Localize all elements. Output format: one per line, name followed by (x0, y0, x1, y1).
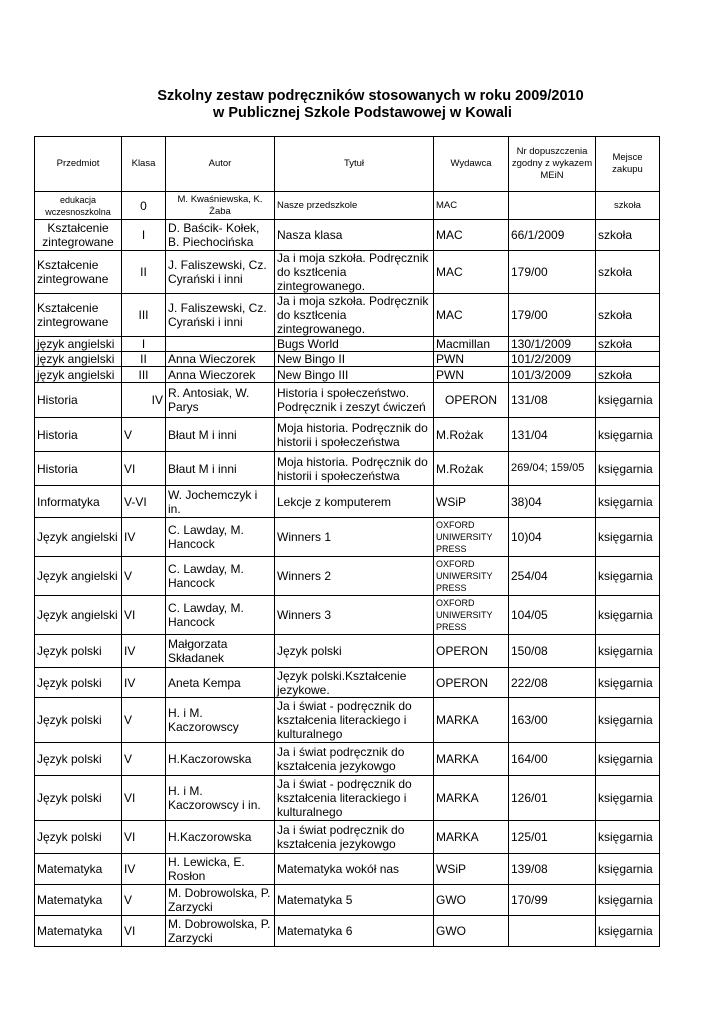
table-row (35, 743, 660, 776)
cell-klasa: VI (122, 452, 166, 486)
cell-tytul: Moja historia. Podręcznik do historii i społeczeństwa (275, 452, 434, 486)
cell-przedmiot: Kształcenie zintegrowane (35, 294, 122, 337)
table-row (35, 352, 660, 367)
cell-nr: 163/00 (509, 698, 596, 743)
cell-autor: H. i M. Kaczorowscy i in. (166, 776, 275, 821)
cell-autor: D. Baścik- Kołek, B. Piechocińska (166, 220, 275, 251)
cell-nr: 179/00 (509, 294, 596, 337)
cell-autor: Anna Wieczorek (166, 352, 275, 367)
cell-wydawca: MAC (434, 192, 509, 220)
cell-miejsce: księgarnia (596, 698, 660, 743)
cell-tytul: Ja i świat - podręcznik do kształcenia literackiego i kulturalnego (275, 698, 434, 743)
cell-przedmiot: edukacja wczesnoszkolna (35, 192, 122, 220)
table-row (35, 518, 660, 557)
cell-miejsce: szkoła (596, 251, 660, 294)
cell-nr: 131/04 (509, 418, 596, 452)
cell-nr: 10)04 (509, 518, 596, 557)
cell-wydawca: PWN (434, 367, 509, 383)
cell-miejsce: księgarnia (596, 452, 660, 486)
cell-przedmiot: Matematyka (35, 854, 122, 885)
cell-miejsce: księgarnia (596, 854, 660, 885)
cell-nr: 130/1/2009 (509, 337, 596, 352)
table-row (35, 668, 660, 698)
cell-nr: 269/04; 159/05 (509, 452, 596, 486)
cell-tytul: Winners 3 (275, 596, 434, 635)
cell-wydawca: WSiP (434, 486, 509, 518)
cell-nr: 179/00 (509, 251, 596, 294)
table-row (35, 854, 660, 885)
cell-autor: H. Lewicka, E. Rosłon (166, 854, 275, 885)
cell-miejsce: księgarnia (596, 418, 660, 452)
header-przedmiot: Przedmiot (35, 137, 122, 192)
cell-klasa: IV (122, 383, 166, 418)
cell-tytul: Ja i świat podręcznik do kształcenia jezykowgo (275, 821, 434, 854)
cell-przedmiot: Język polski (35, 743, 122, 776)
cell-wydawca: GWO (434, 916, 509, 947)
cell-klasa: I (122, 337, 166, 352)
cell-klasa: VI (122, 776, 166, 821)
cell-wydawca: Macmillan (434, 337, 509, 352)
cell-nr: 66/1/2009 (509, 220, 596, 251)
table-row (35, 294, 660, 337)
table-row (35, 383, 660, 418)
cell-autor (166, 337, 275, 352)
table-row (35, 596, 660, 635)
cell-autor: R. Antosiak, W. Parys (166, 383, 275, 418)
cell-nr: 38)04 (509, 486, 596, 518)
cell-tytul: Winners 1 (275, 518, 434, 557)
cell-miejsce: księgarnia (596, 885, 660, 916)
cell-przedmiot: Język polski (35, 698, 122, 743)
document-title-line1: Szkolny zestaw podręczników stosowanych w roku 2009/2010 (157, 88, 584, 104)
header-miejsce-zakupu: Mejsce zakupu (596, 137, 660, 192)
header-nr-dopuszczenia: Nr dopuszczenia zgodny z wykazem MEiN (509, 137, 596, 192)
cell-autor: H.Kaczorowska (166, 743, 275, 776)
cell-tytul: Winners 2 (275, 557, 434, 596)
cell-przedmiot: Język angielski (35, 518, 122, 557)
cell-przedmiot: język angielski (35, 337, 122, 352)
cell-przedmiot: Matematyka (35, 916, 122, 947)
cell-tytul: Ja i świat - podręcznik do kształcenia literackiego i kulturalnego (275, 776, 434, 821)
cell-miejsce: szkoła (596, 337, 660, 352)
cell-wydawca: M.Rożak (434, 418, 509, 452)
table-row (35, 486, 660, 518)
cell-klasa: VI (122, 916, 166, 947)
cell-klasa: V (122, 698, 166, 743)
cell-nr (509, 916, 596, 947)
cell-wydawca: MARKA (434, 821, 509, 854)
cell-tytul: Matematyka wokół nas (275, 854, 434, 885)
cell-autor: Aneta Kempa (166, 668, 275, 698)
cell-klasa: II (122, 352, 166, 367)
table-row (35, 776, 660, 821)
cell-tytul: Matematyka 6 (275, 916, 434, 947)
cell-klasa: V (122, 557, 166, 596)
cell-autor: M. Dobrowolska, P. Zarzycki (166, 916, 275, 947)
cell-tytul: Bugs World (275, 337, 434, 352)
cell-przedmiot: Kształcenie zintegrowane (35, 220, 122, 251)
cell-przedmiot: Historia (35, 418, 122, 452)
cell-miejsce: szkoła (596, 192, 660, 220)
header-autor: Autor (166, 137, 275, 192)
table-row (35, 337, 660, 352)
cell-przedmiot: Język polski (35, 821, 122, 854)
cell-miejsce: szkoła (596, 294, 660, 337)
cell-klasa: V (122, 418, 166, 452)
cell-tytul: Język polski.Kształcenie jezykowe. (275, 668, 434, 698)
cell-tytul: Ja i moja szkoła. Podręcznik do ksztłcenia zintegrowanego. (275, 294, 434, 337)
cell-klasa: IV (122, 518, 166, 557)
cell-nr: 254/04 (509, 557, 596, 596)
cell-nr: 126/01 (509, 776, 596, 821)
cell-autor: M. Kwaśniewska, K. Żaba (166, 192, 275, 220)
cell-klasa: III (122, 367, 166, 383)
cell-wydawca: OXFORD UNIWERSITY PRESS (434, 596, 509, 635)
cell-miejsce: księgarnia (596, 668, 660, 698)
cell-wydawca: MARKA (434, 743, 509, 776)
cell-autor: Anna Wieczorek (166, 367, 275, 383)
cell-autor: Małgorzata Składanek (166, 635, 275, 668)
table-row (35, 821, 660, 854)
cell-przedmiot: Matematyka (35, 885, 122, 916)
cell-autor: M. Dobrowolska, P. Zarzycki (166, 885, 275, 916)
cell-miejsce: księgarnia (596, 821, 660, 854)
cell-przedmiot: Kształcenie zintegrowane (35, 251, 122, 294)
cell-nr: 139/08 (509, 854, 596, 885)
cell-wydawca: MARKA (434, 698, 509, 743)
cell-wydawca: OXFORD UNIWERSITY PRESS (434, 557, 509, 596)
cell-tytul: Moja historia. Podręcznik do historii i społeczeństwa (275, 418, 434, 452)
cell-klasa: II (122, 251, 166, 294)
cell-tytul: Lekcje z komputerem (275, 486, 434, 518)
cell-klasa: V (122, 885, 166, 916)
cell-miejsce (596, 352, 660, 367)
cell-miejsce: księgarnia (596, 383, 660, 418)
cell-autor: C. Lawday, M. Hancock (166, 596, 275, 635)
cell-wydawca: MAC (434, 220, 509, 251)
cell-klasa: IV (122, 668, 166, 698)
cell-autor: Błaut M i inni (166, 418, 275, 452)
header-klasa: Klasa (122, 137, 166, 192)
cell-autor: C. Lawday, M. Hancock (166, 557, 275, 596)
cell-nr: 170/99 (509, 885, 596, 916)
cell-miejsce: księgarnia (596, 596, 660, 635)
cell-przedmiot: Historia (35, 452, 122, 486)
cell-klasa: VI (122, 596, 166, 635)
table-row (35, 220, 660, 251)
cell-miejsce: szkoła (596, 367, 660, 383)
cell-przedmiot: Język polski (35, 668, 122, 698)
cell-wydawca: WSiP (434, 854, 509, 885)
cell-nr (509, 192, 596, 220)
table-row (35, 192, 660, 220)
table-row (35, 251, 660, 294)
table-row (35, 367, 660, 383)
cell-tytul: Historia i społeczeństwo. Podręcznik i zeszyt ćwiczeń (275, 383, 434, 418)
cell-przedmiot: język angielski (35, 367, 122, 383)
cell-tytul: New Bingo III (275, 367, 434, 383)
cell-wydawca: PWN (434, 352, 509, 367)
header-wydawca: Wydawca (434, 137, 509, 192)
cell-nr: 104/05 (509, 596, 596, 635)
cell-miejsce: księgarnia (596, 635, 660, 668)
cell-tytul: Nasza klasa (275, 220, 434, 251)
cell-nr: 150/08 (509, 635, 596, 668)
cell-klasa: VI (122, 821, 166, 854)
header-tytul: Tytuł (275, 137, 434, 192)
cell-nr: 131/08 (509, 383, 596, 418)
table-row (35, 698, 660, 743)
cell-wydawca: OPERON (434, 668, 509, 698)
cell-przedmiot: Historia (35, 383, 122, 418)
cell-klasa: IV (122, 854, 166, 885)
cell-przedmiot: Język angielski (35, 557, 122, 596)
table-row (35, 885, 660, 916)
cell-miejsce: księgarnia (596, 916, 660, 947)
cell-miejsce: szkoła (596, 220, 660, 251)
cell-wydawca: MAC (434, 294, 509, 337)
cell-przedmiot: Informatyka (35, 486, 122, 518)
table-header-row (35, 137, 660, 192)
table-row (35, 635, 660, 668)
cell-klasa: IV (122, 635, 166, 668)
cell-tytul: Język polski (275, 635, 434, 668)
cell-przedmiot: Język polski (35, 776, 122, 821)
cell-miejsce: księgarnia (596, 486, 660, 518)
cell-nr: 125/01 (509, 821, 596, 854)
cell-klasa: V (122, 743, 166, 776)
cell-tytul: Matematyka 5 (275, 885, 434, 916)
cell-klasa: I (122, 220, 166, 251)
cell-nr: 101/3/2009 (509, 367, 596, 383)
table-row (35, 916, 660, 947)
table-row (35, 418, 660, 452)
cell-wydawca: MARKA (434, 776, 509, 821)
cell-miejsce: księgarnia (596, 776, 660, 821)
cell-tytul: Ja i świat podręcznik do kształcenia jezykowgo (275, 743, 434, 776)
cell-wydawca: GWO (434, 885, 509, 916)
cell-miejsce: księgarnia (596, 518, 660, 557)
cell-autor: Błaut M i inni (166, 452, 275, 486)
cell-tytul: New Bingo II (275, 352, 434, 367)
cell-przedmiot: Język polski (35, 635, 122, 668)
cell-miejsce: księgarnia (596, 557, 660, 596)
cell-autor: H.Kaczorowska (166, 821, 275, 854)
cell-klasa: III (122, 294, 166, 337)
cell-klasa: V-VI (122, 486, 166, 518)
cell-miejsce: księgarnia (596, 743, 660, 776)
cell-wydawca: OPERON (434, 383, 509, 418)
cell-przedmiot: język angielski (35, 352, 122, 367)
cell-autor: J. Faliszewski, Cz. Cyrański i inni (166, 251, 275, 294)
textbook-table (34, 136, 660, 947)
table-row (35, 557, 660, 596)
cell-autor: H. i M. Kaczorowscy (166, 698, 275, 743)
cell-wydawca: MAC (434, 251, 509, 294)
cell-autor: C. Lawday, M. Hancock (166, 518, 275, 557)
cell-przedmiot: Język angielski (35, 596, 122, 635)
cell-nr: 101/2/2009 (509, 352, 596, 367)
cell-wydawca: OPERON (434, 635, 509, 668)
cell-autor: W. Jochemczyk i in. (166, 486, 275, 518)
cell-tytul: Ja i moja szkoła. Podręcznik do ksztłcenia zintegrowanego. (275, 251, 434, 294)
document-title-line2: w Publicznej Szkole Podstawowej w Kowali (213, 105, 512, 121)
cell-autor: J. Faliszewski, Cz. Cyrański i inni (166, 294, 275, 337)
cell-wydawca: M.Rożak (434, 452, 509, 486)
cell-nr: 222/08 (509, 668, 596, 698)
cell-nr: 164/00 (509, 743, 596, 776)
cell-wydawca: OXFORD UNIWERSITY PRESS (434, 518, 509, 557)
cell-tytul: Nasze przedszkole (275, 192, 434, 220)
cell-klasa: 0 (122, 192, 166, 220)
table-row (35, 452, 660, 486)
